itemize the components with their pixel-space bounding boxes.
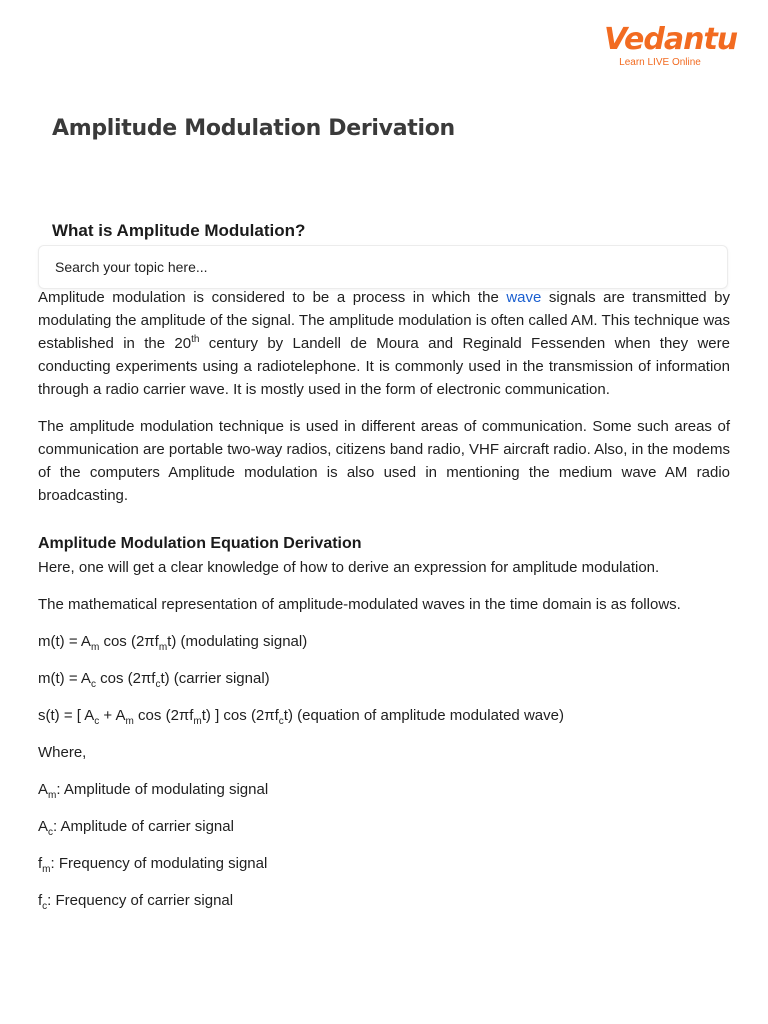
text-segment: cos (2πf: [95, 670, 156, 687]
symbol: A: [38, 781, 49, 798]
definition-text: : Amplitude of modulating signal: [56, 781, 269, 798]
text-segment: + A: [99, 707, 126, 724]
text-segment: t) (modulating signal): [167, 633, 308, 650]
subscript: c: [94, 716, 100, 727]
search-input[interactable]: [39, 246, 727, 288]
section-heading: What is Amplitude Modulation?: [52, 221, 306, 240]
equation-am-wave: [38, 704, 730, 727]
where-label: Where,: [38, 744, 87, 761]
definition-am: [38, 778, 730, 801]
subscript: m: [193, 716, 202, 727]
subscript: m: [42, 864, 51, 875]
article-content: [38, 286, 730, 926]
definition-ac: [38, 815, 730, 838]
subscript: c: [42, 901, 48, 912]
derivation-paragraph-1: Here, one will get a clear knowledge of how to derive an expression for amplitude modulation.: [38, 559, 660, 576]
equation-carrier-signal: [38, 667, 730, 690]
definition-fc: [38, 889, 730, 912]
subscript: c: [155, 679, 161, 690]
subscript: m: [125, 716, 134, 727]
derivation-paragraph-2: The mathematical representation of amplitude-modulated waves in the time domain is as follows.: [38, 596, 681, 613]
text-segment: signals are transmitted by modulating the amplitude of the signal. The amplitude modulation is often called AM. This technique was established in the 20: [38, 289, 731, 352]
text-segment: t) (equation of amplitude modulated wave): [283, 707, 564, 724]
intro-paragraph-1: [38, 286, 730, 401]
definition-text: : Frequency of modulating signal: [50, 855, 268, 872]
page-title: Amplitude Modulation Derivation: [52, 116, 455, 141]
logo-tagline: Learn LIVE Online: [619, 57, 701, 68]
symbol: A: [38, 818, 49, 835]
text-segment: century by Landell de Moura and Reginald Fessenden when they were conducting experiments using a radiotelephone. It is commonly used in the transmission of information through a radio carrier wave. It is mostly used in the form of electronic communication.: [38, 335, 730, 398]
definition-text: : Frequency of carrier signal: [47, 892, 234, 909]
subscript: c: [48, 827, 54, 838]
text-segment: s(t) = [ A: [38, 707, 95, 724]
logo-wordmark: Vedantu: [604, 22, 738, 57]
definition-fm: [38, 852, 730, 875]
equation-modulating-signal: [38, 630, 730, 653]
definition-text: : Amplitude of carrier signal: [53, 818, 234, 835]
subscript: m: [90, 642, 100, 653]
derivation-heading: Amplitude Modulation Equation Derivation: [38, 535, 362, 552]
text-segment: cos (2πf: [133, 707, 194, 724]
superscript: th: [191, 334, 200, 345]
symbol: f: [38, 892, 43, 909]
text-segment: t) ] cos (2πf: [201, 707, 279, 724]
wave-link[interactable]: wave: [506, 289, 542, 306]
text-segment: m(t) = A: [38, 633, 91, 650]
text-segment: Amplitude modulation is considered to be a process in which the: [38, 289, 507, 306]
subscript: m: [48, 790, 57, 801]
subscript: m: [158, 642, 168, 653]
intro-paragraph-2: The amplitude modulation technique is used in different areas of communication. Some such areas of communication are portable two-way radios, citizens band radio, VHF aircraft radio. Also, in the modems of the computers Amplitude modulation is also used in mentioning the medium wave AM radio broadcasting.: [38, 418, 730, 504]
text-segment: t) (carrier signal): [160, 670, 270, 687]
subscript: c: [90, 679, 96, 690]
symbol: f: [38, 855, 43, 872]
vedantu-logo[interactable]: [604, 22, 738, 69]
search-box[interactable]: [38, 245, 728, 289]
text-segment: m(t) = A: [38, 670, 91, 687]
subscript: c: [278, 716, 284, 727]
text-segment: cos (2πf: [99, 633, 159, 650]
